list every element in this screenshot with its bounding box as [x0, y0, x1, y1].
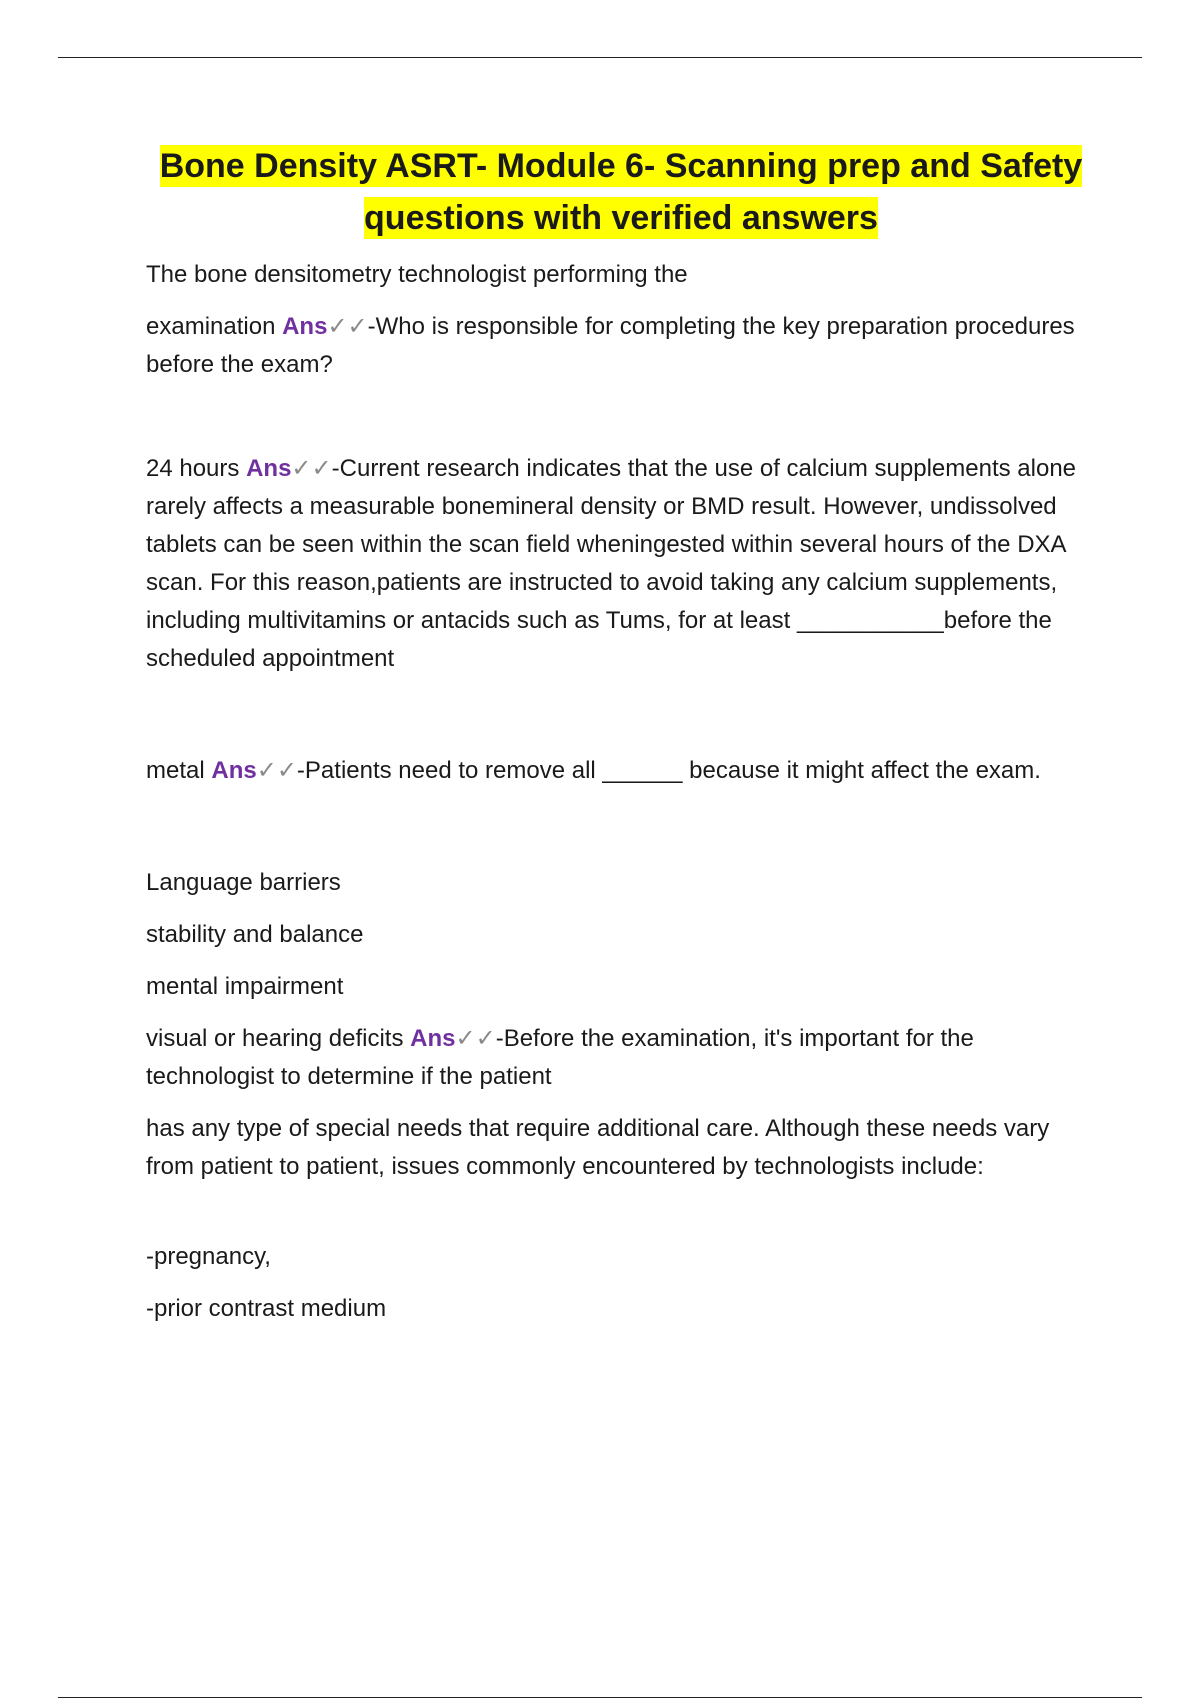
title-line-1: Bone Density ASRT- Module 6- Scanning prep and Safety [159, 147, 1083, 185]
header-rule [58, 57, 1142, 58]
q4-entry [146, 1020, 1096, 1096]
q4-answer-last: visual or hearing deficits [146, 1025, 404, 1052]
document-body [146, 140, 1096, 1342]
check-icon: ✓✓ [291, 455, 332, 482]
q3-question: -Patients need to remove all ______ because it might affect the exam. [296, 757, 1041, 784]
q5-item-2: -prior contrast medium [146, 1295, 387, 1322]
ans-label: Ans [246, 455, 292, 482]
q1-entry [146, 308, 1096, 384]
q2-answer: 24 hours [146, 455, 240, 482]
q4-question: -Before the examination, it's important for the technologist to determine if the patient [146, 1025, 974, 1090]
document-title [146, 140, 1096, 244]
q1-question: -Who is responsible for completing the key preparation procedures before the exam? [146, 313, 1075, 378]
q4-question-continued: has any type of special needs that require additional care. Although these needs vary from patient to patient, issues commonly encountered by technologists include: [146, 1115, 1050, 1180]
q5-item-1: -pregnancy, [146, 1243, 271, 1270]
q2-question: -Current research indicates that the use of calcium supplements alone rarely affects a measurable bonemineral density or BMD result. However, undissolved tablets can be seen within the scan field wheningested within several hours of the DXA scan. For this reason,patients are instructed to avoid taking any calcium supplements, including multivitamins or antacids such as Tums, for at least ___________before the scheduled appointment [146, 455, 1077, 672]
ans-label: Ans [211, 757, 257, 784]
q3-answer: metal [146, 757, 205, 784]
q1-answer-tail: examination [146, 313, 276, 340]
q4-answer-item-1: Language barriers [146, 869, 341, 896]
q1-answer-line: The bone densitometry technologist performing the [146, 261, 688, 288]
check-icon: ✓✓ [256, 757, 297, 784]
footer-rule [58, 1697, 1142, 1698]
q2-entry [146, 450, 1096, 678]
title-line-2: questions with verified answers [364, 199, 878, 237]
check-icon: ✓✓ [327, 313, 368, 340]
check-icon: ✓✓ [455, 1025, 496, 1052]
ans-label: Ans [282, 313, 328, 340]
q4-answer-item-2: stability and balance [146, 921, 364, 948]
ans-label: Ans [410, 1025, 456, 1052]
q4-answer-item-3: mental impairment [146, 973, 344, 1000]
q3-entry [146, 752, 1096, 790]
